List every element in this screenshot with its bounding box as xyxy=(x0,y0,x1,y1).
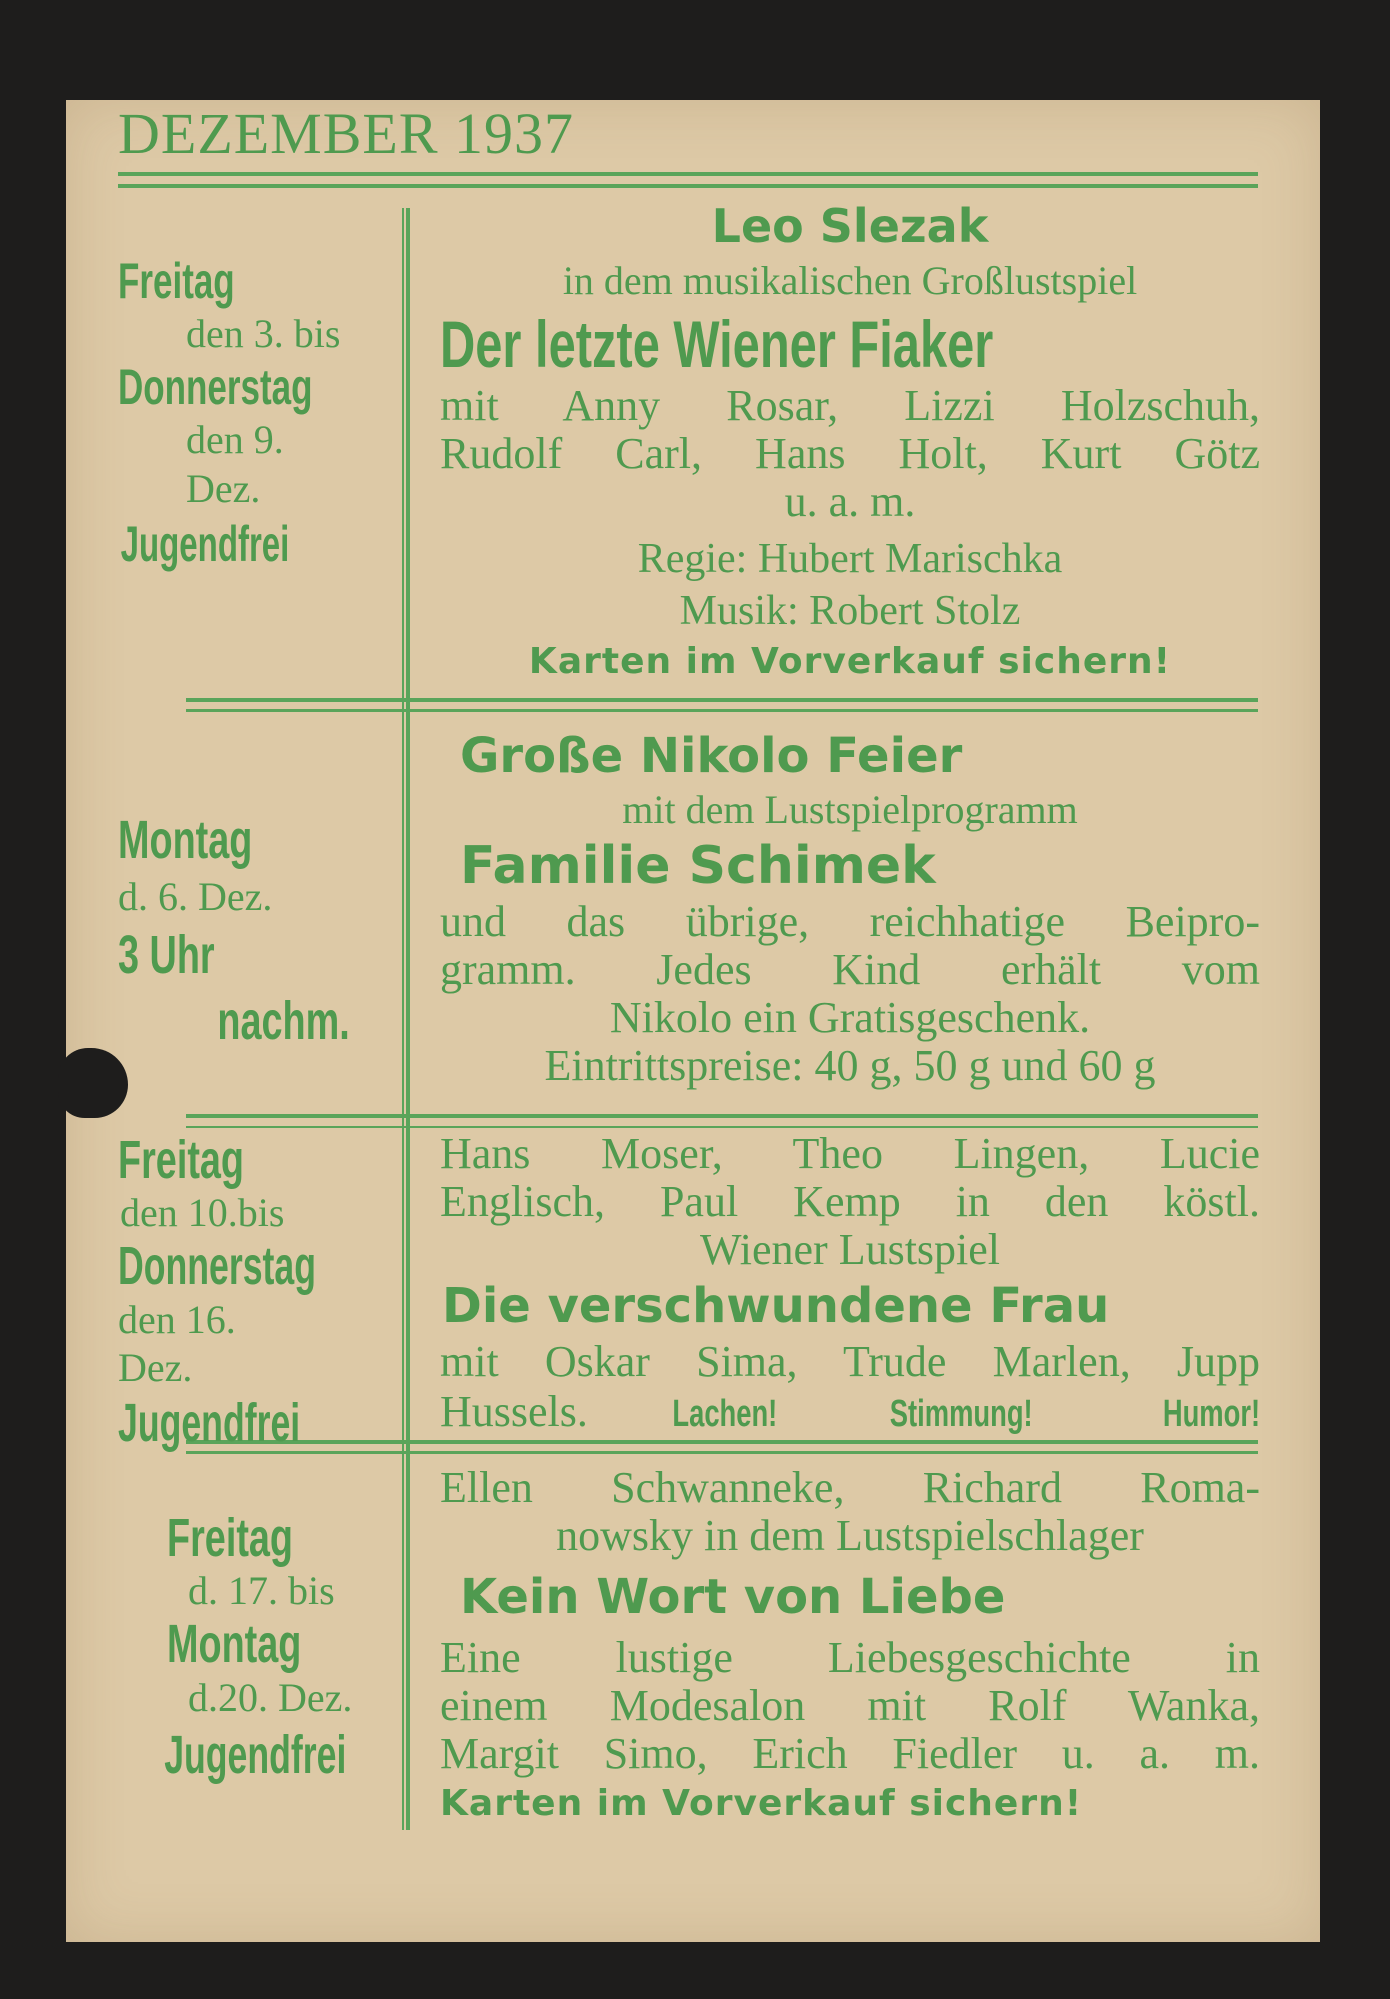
program-headline: Leo Slezak xyxy=(711,199,989,253)
separator-1 xyxy=(186,698,1258,712)
program-3-details xyxy=(440,1130,1260,1438)
date-range: d.20. Dez. xyxy=(188,1675,353,1720)
program-text: Wiener Lustspiel xyxy=(699,1225,1001,1274)
program-film-title: Der letzte Wiener Fiaker xyxy=(440,307,994,381)
date-range: den 10.bis xyxy=(120,1190,285,1235)
date-day: Montag xyxy=(118,810,253,870)
program-text: Hans Moser, Theo Lingen, Lucie xyxy=(440,1129,1260,1178)
program-4-dates xyxy=(118,1508,398,1788)
program-text: mit Oskar Sima, Trude Marlen, Jupp xyxy=(440,1337,1260,1386)
program-text: Englisch, Paul Kemp in den köstl. xyxy=(440,1177,1260,1226)
age-rating: Jugendfrei xyxy=(120,516,290,572)
date-time: nachm. xyxy=(217,991,350,1051)
program-text: nowsky in dem Lustspielschlager xyxy=(556,1511,1144,1560)
date-day: Donnerstag xyxy=(118,1236,317,1296)
program-text: Eine lustige Liebesgeschichte in xyxy=(440,1633,1260,1682)
program-2-dates xyxy=(118,808,398,1054)
program-film-title: Familie Schimek xyxy=(460,836,936,896)
tagline-word: Lachen! xyxy=(672,1393,778,1435)
program-2-details xyxy=(440,726,1260,1090)
program-text: Margit Simo, Erich Fiedler u. a. m. xyxy=(440,1729,1260,1778)
program-headline: Große Nikolo Feier xyxy=(460,728,963,784)
age-rating: Jugendfrei xyxy=(118,1393,301,1453)
date-range: den 9. xyxy=(186,417,284,462)
date-month: Dez. xyxy=(118,1345,193,1390)
program-3-dates xyxy=(118,1130,398,1454)
program-text: Ellen Schwanneke, Richard Roma- xyxy=(440,1463,1260,1512)
program-text: u. a. m. xyxy=(784,477,916,526)
age-rating: Jugendfrei xyxy=(164,1725,347,1785)
program-text: und das übrige, reichhatige Beipro- xyxy=(440,897,1260,946)
date-day: Donnerstag xyxy=(118,359,313,415)
torn-notch xyxy=(58,1048,128,1118)
program-tagline-row xyxy=(440,1386,1260,1438)
date-range: d. 6. Dez. xyxy=(118,874,273,919)
program-text: Musik: Robert Stolz xyxy=(679,588,1021,634)
date-range: den 16. xyxy=(118,1297,236,1342)
program-text: Rudolf Carl, Hans Holt, Kurt Götz xyxy=(440,429,1260,478)
page-title: DEZEMBER 1937 xyxy=(118,101,575,166)
date-time: 3 Uhr xyxy=(118,925,215,985)
program-text: Hussels. xyxy=(440,1387,588,1436)
program-text: gramm. Jedes Kind erhält vom xyxy=(440,945,1260,994)
program-film-title: Kein Wort von Liebe xyxy=(460,1569,1006,1625)
separator-2 xyxy=(186,1114,1258,1128)
program-1-dates xyxy=(118,252,398,574)
program-text: Eintrittspreise: 40 g, 50 g und 60 g xyxy=(544,1041,1156,1090)
program-text: Regie: Hubert Marischka xyxy=(637,536,1063,582)
program-4-details xyxy=(440,1464,1260,1830)
date-day: Freitag xyxy=(118,253,235,309)
date-range: d. 17. bis xyxy=(188,1568,335,1613)
tagline-word: Humor! xyxy=(1162,1393,1260,1435)
date-day: Freitag xyxy=(167,1508,294,1568)
program-1-details xyxy=(440,196,1260,690)
date-month: Dez. xyxy=(186,466,261,511)
program-notice: Karten im Vorverkauf sichern! xyxy=(440,1783,1083,1824)
program-text: mit Anny Rosar, Lizzi Holzschuh, xyxy=(440,381,1260,430)
program-text: mit dem Lustspielprogramm xyxy=(622,787,1078,832)
program-text: einem Modesalon mit Rolf Wanka, xyxy=(440,1681,1260,1730)
program-text: in dem musikalischen Großlustspiel xyxy=(562,258,1138,303)
tagline-word: Stimmung! xyxy=(889,1393,1033,1435)
column-divider xyxy=(402,208,410,1830)
date-range: den 3. bis xyxy=(186,311,341,356)
program-film-title: Die verschwundene Frau xyxy=(442,1278,1110,1334)
program-notice: Karten im Vorverkauf sichern! xyxy=(528,641,1172,682)
program-text: Nikolo ein Gratisgeschenk. xyxy=(609,993,1091,1042)
title-rule xyxy=(118,172,1258,188)
date-day: Montag xyxy=(167,1614,302,1674)
date-day: Freitag xyxy=(118,1130,245,1190)
